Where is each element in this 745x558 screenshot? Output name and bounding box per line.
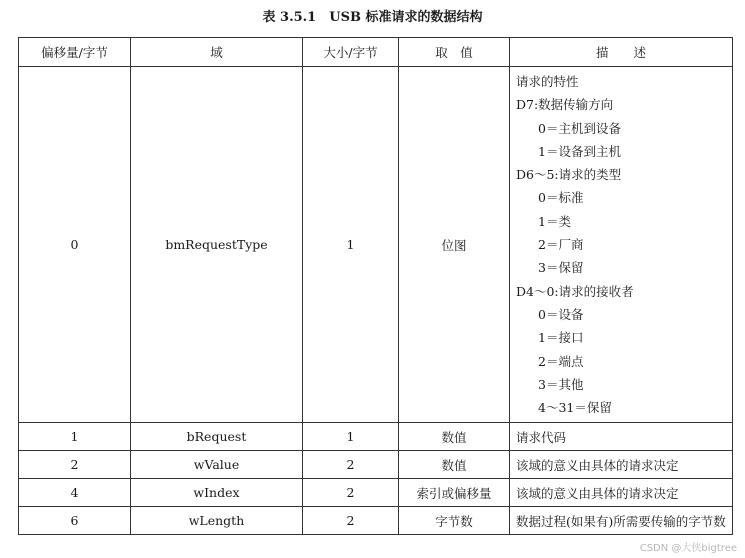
cell-offset: 1 — [19, 423, 131, 451]
cell-description: 数据过程(如果有)所需要传输的字节数 — [510, 507, 733, 535]
cell-size: 1 — [303, 67, 399, 423]
cell-field: wIndex — [131, 479, 303, 507]
cell-size: 2 — [303, 507, 399, 535]
table-row — [19, 451, 733, 479]
table-row — [19, 67, 733, 423]
table-row — [19, 479, 733, 507]
cell-field: wLength — [131, 507, 303, 535]
desc-line: 请求的特性 — [516, 74, 579, 89]
desc-line: D7:数据传输方向 — [516, 97, 614, 113]
header-description: 描 述 — [510, 38, 733, 67]
desc-line: 1＝设备到主机 — [538, 143, 621, 159]
desc-line: 0＝标准 — [538, 190, 584, 206]
usb-request-table — [18, 37, 733, 535]
cell-field: bRequest — [131, 423, 303, 451]
cell-value: 数值 — [399, 451, 510, 479]
cell-description: 该域的意义由具体的请求决定 — [510, 479, 733, 507]
header-offset: 偏移量/字节 — [19, 38, 131, 67]
cell-size: 2 — [303, 479, 399, 507]
header-size: 大小/字节 — [303, 38, 399, 67]
cell-size: 1 — [303, 423, 399, 451]
cell-description — [510, 67, 733, 423]
table-title: 表 3.5.1 USB 标准请求的数据结构 — [262, 10, 483, 25]
cell-value: 数值 — [399, 423, 510, 451]
cell-value: 字节数 — [399, 507, 510, 535]
cell-description: 请求代码 — [510, 423, 733, 451]
desc-line: 1＝类 — [538, 213, 571, 229]
desc-line: 0＝设备 — [538, 306, 584, 322]
cell-offset: 0 — [19, 67, 131, 423]
desc-line: 3＝其他 — [538, 376, 584, 392]
header-field: 域 — [131, 38, 303, 67]
desc-line: 0＝主机到设备 — [538, 120, 621, 136]
cell-field: wValue — [131, 451, 303, 479]
cell-offset: 2 — [19, 451, 131, 479]
cell-description: 该域的意义由具体的请求决定 — [510, 451, 733, 479]
cell-offset: 4 — [19, 479, 131, 507]
desc-line: 3＝保留 — [538, 260, 584, 276]
table-row — [19, 507, 733, 535]
table-row — [19, 423, 733, 451]
cell-value: 索引或偏移量 — [399, 479, 510, 507]
desc-line: D6～5:请求的类型 — [516, 167, 622, 183]
cell-size: 2 — [303, 451, 399, 479]
desc-line: 1＝接口 — [538, 330, 584, 346]
table-header-row — [19, 38, 733, 67]
cell-offset: 6 — [19, 507, 131, 535]
cell-field: bmRequestType — [131, 67, 303, 423]
desc-line: 4～31＝保留 — [538, 400, 612, 416]
header-value: 取 值 — [399, 38, 510, 67]
watermark: CSDN @大侠bigtree — [639, 543, 737, 554]
desc-line: 2＝端点 — [538, 353, 584, 369]
desc-line: 2＝厂商 — [538, 237, 584, 253]
cell-value: 位图 — [399, 67, 510, 423]
desc-line: D4～0:请求的接收者 — [516, 283, 634, 299]
